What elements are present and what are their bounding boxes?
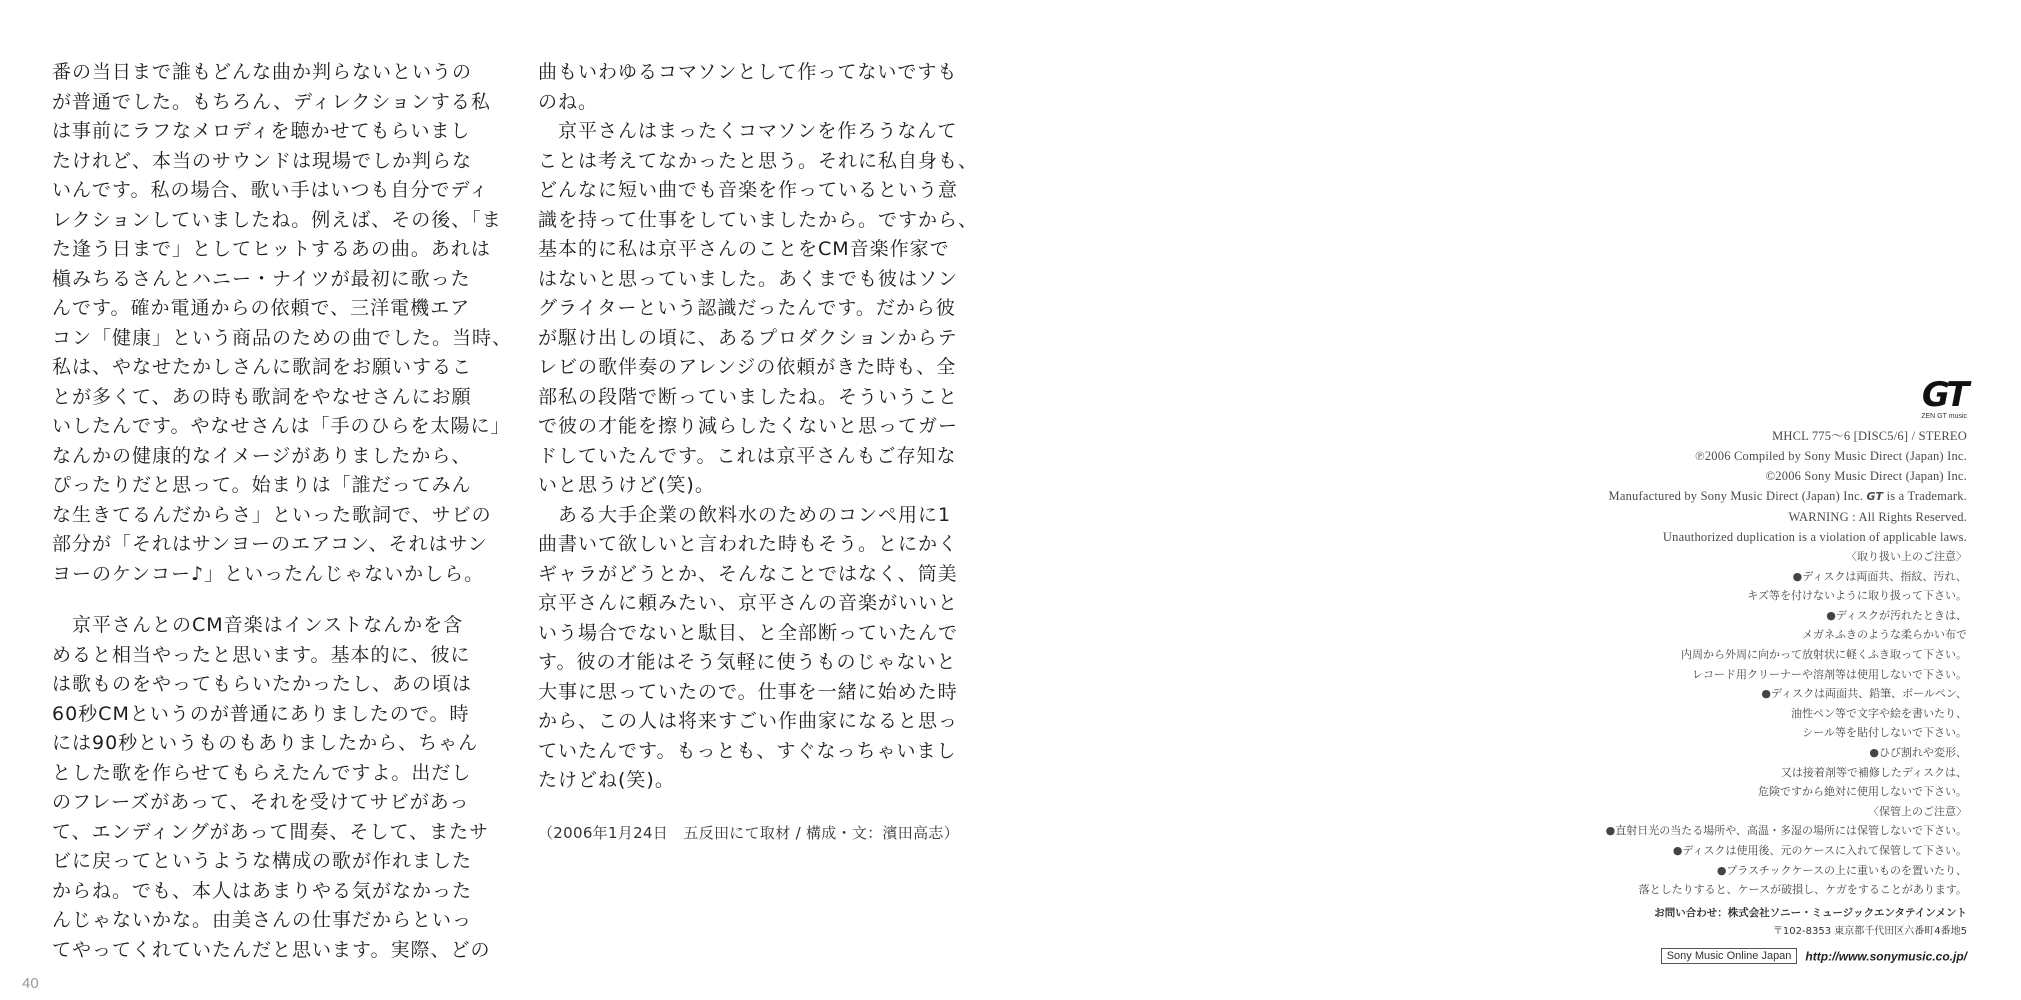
contact-line: お問い合わせ：株式会社ソニー・ミュージックエンタテインメント xyxy=(1654,906,1967,919)
text-line: たけどね(笑)。 xyxy=(538,769,675,791)
text-line: めると相当やったと思います。基本的に、彼に xyxy=(52,643,471,666)
text-line: レクションしていましたね。例えば、その後、「ま xyxy=(52,208,502,231)
handling-note: 又は接着剤等で補修したディスクは、 xyxy=(1780,765,1967,779)
warning-line: WARNING : All Rights Reserved. xyxy=(1788,510,1967,524)
text-line: コン「健康」という商品のための曲でした。当時、 xyxy=(52,326,513,349)
page-number: 40 xyxy=(22,975,39,992)
handling-heading: 〈取り扱い上のご注意〉 xyxy=(1846,550,1967,563)
text-line: ある大手企業の飲料水のためのコンペ用に1 xyxy=(538,503,952,526)
text-line: ビに戻ってというような構成の歌が作れました xyxy=(52,850,473,872)
text-line: 部私の段階で断っていましたね。そういうこと xyxy=(538,385,959,408)
text-line: からね。でも、本人はあまりやる気がなかった xyxy=(52,879,473,902)
handling-note: キズ等を付けないように取り扱って下さい。 xyxy=(1747,589,1967,603)
text-line: ヨーのケンコー♪」といったんじゃないかしら。 xyxy=(52,562,485,585)
text-line: とが多くて、あの時も歌詞をやなせさんにお願 xyxy=(52,385,472,408)
text-line: グライターという認識だったんです。だから彼 xyxy=(538,297,956,319)
text-line: は歌ものをやってもらいたかったし、あの頃は xyxy=(52,673,473,695)
handling-note: ●ディスクは両面共、鉛筆、ボールペン、 xyxy=(1761,687,1967,701)
manufacturer-text: Manufactured by Sony Music Direct (Japan) Inc. xyxy=(1608,489,1864,503)
text-line: いんです。私の場合、歌い手はいつも自分でディ xyxy=(52,179,489,201)
text-line: 部分が「それはサンヨーのエアコン、それはサン xyxy=(52,533,488,555)
text-line: 京平さんはまったくコマソンを作ろうなんて xyxy=(538,120,958,142)
text-line: から、この人は将来すごい作曲家になると思っ xyxy=(538,710,959,732)
interview-left-column xyxy=(52,58,512,965)
gt-music-logo xyxy=(1921,375,1967,420)
compiled-copyright: ℗2006 Compiled by Sony Music Direct (Japan) Inc. xyxy=(1695,449,1967,463)
gt-inline-logo: GT xyxy=(1866,490,1884,503)
text-line: 京平さんに頼みたい、京平さんの音楽がいいと xyxy=(538,592,959,614)
storage-note: ●直射日光の当たる場所や、高温・多湿の場所には保管しないで下さい。 xyxy=(1605,824,1967,838)
text-line: 識を持って仕事をしていましたから。ですから、 xyxy=(538,208,979,231)
storage-note: 落としたりすると、ケースが破損し、ケガをすることがあります。 xyxy=(1638,883,1967,897)
handling-note: レコード用クリーナーや溶剤等は使用しないで下さい。 xyxy=(1692,667,1967,681)
text-line: 60秒CMというのが普通にありましたので。時 xyxy=(52,702,470,725)
text-line: いと思うけど(笑)。 xyxy=(538,474,715,496)
handling-note: 油性ペン等で文字や絵を書いたり、 xyxy=(1791,706,1967,720)
website-url: http://www.sonymusic.co.jp/ xyxy=(1805,949,1967,964)
handling-note: 危険ですから絶対に使用しないで下さい。 xyxy=(1758,785,1967,799)
storage-heading: 〈保管上のご注意〉 xyxy=(1868,804,1967,818)
sony-music-online-box: Sony Music Online Japan xyxy=(1661,948,1798,964)
text-line: のね。 xyxy=(538,90,599,113)
catalog-number: MHCL 775～6 [DISC5/6] / STEREO xyxy=(1772,429,1967,443)
web-row xyxy=(1606,947,1967,965)
text-line: が普通でした。もちろん、ディレクションする私 xyxy=(52,90,491,113)
legal-notice-block xyxy=(1605,375,1967,965)
contact-address: 〒102-8353 東京都千代田区六番町4番地5 xyxy=(1772,925,1967,937)
text-line: 番の当日まで誰もどんな曲か判らないというの xyxy=(52,61,473,83)
text-line: なんかの健康的なイメージがありましたから、 xyxy=(52,444,472,467)
text-line: んじゃないかな。由美さんの仕事だからといっ xyxy=(52,909,473,931)
text-line: いしたんです。やなせさんは「手のひらを太陽に」 xyxy=(52,415,511,437)
text-line: は事前にラフなメロディを聴かせてもらいまし xyxy=(52,120,471,142)
text-line: いう場合でないと駄目、と全部断っていたんで xyxy=(538,621,959,644)
text-line: ていたんです。もっとも、すぐなっちゃいまし xyxy=(538,739,957,762)
text-line: どんなに短い曲でも音楽を作っているという意 xyxy=(538,179,959,201)
interview-right-column xyxy=(538,58,978,796)
text-line: たけれど、本当のサウンドは現場でしか判らな xyxy=(52,149,473,172)
copyright-line: ©2006 Sony Music Direct (Japan) Inc. xyxy=(1765,469,1967,483)
text-line: のフレーズがあって、それを受けてサビがあっ xyxy=(52,791,470,813)
interview-credit: （2006年1月24日 五反田にて取材 / 構成・文：濱田高志） xyxy=(538,824,959,842)
text-line: 曲書いて欲しいと言われた時もそう。とにかく xyxy=(538,533,959,555)
text-line: てやってくれていたんだと思います。実際、どの xyxy=(52,938,491,961)
text-line: 私は、やなせたかしさんに歌詞をお願いするこ xyxy=(52,356,473,378)
text-line: ぴったりだと思って。始まりは「誰だってみん xyxy=(52,474,472,496)
text-line: とした歌を作らせてもらえたんですよ。出だし xyxy=(52,761,472,784)
storage-note: ●プラスチックケースの上に重いものを置いたり、 xyxy=(1716,863,1967,877)
gt-logo-subtext: ZEN GT music xyxy=(1921,413,1967,420)
storage-note: ●ディスクは使用後、元のケースに入れて保管して下さい。 xyxy=(1672,843,1967,857)
handling-note: 内周から外周に向かって放射状に軽くふき取って下さい。 xyxy=(1681,647,1967,661)
text-line: 京平さんとのCM音楽はインストなんかを含 xyxy=(52,614,464,636)
text-line: が駆け出しの頃に、あるプロダクションからテ xyxy=(538,326,958,349)
text-line: ことは考えてなかったと思う。それに私自身も、 xyxy=(538,149,979,172)
text-line: んです。確か電通からの依頼で、三洋電機エア xyxy=(52,297,471,319)
text-line: ドしていたんです。これは京平さんもご存知な xyxy=(538,444,957,467)
text-line: て、エンディングがあって間奏、そして、またサ xyxy=(52,820,490,843)
text-line: な生きてるんだからさ」といった歌詞で、サビの xyxy=(52,503,492,526)
handling-note: シール等を貼付しないで下さい。 xyxy=(1802,726,1967,740)
text-line: す。彼の才能はそう気軽に使うものじゃないと xyxy=(538,651,957,673)
handling-note: ●ディスクは両面共、指紋、汚れ、 xyxy=(1792,569,1967,583)
text-line: で彼の才能を擦り減らしたくないと思ってガー xyxy=(538,415,959,437)
text-line: 曲もいわゆるコマソンとして作ってないですも xyxy=(538,61,958,83)
trademark-text: is a Trademark. xyxy=(1886,489,1967,503)
handling-note: ●ひび割れや変形、 xyxy=(1869,745,1967,759)
gt-logo-mark: GT xyxy=(1921,375,1967,415)
paragraph-gap xyxy=(52,589,512,611)
text-line: 槇みちるさんとハニー・ナイツが最初に歌った xyxy=(52,267,471,290)
text-line: 基本的に私は京平さんのことをCM音楽作家で xyxy=(538,238,950,260)
handling-note: メガネふきのような柔らかい布で xyxy=(1802,628,1967,642)
text-line: 大事に思っていたので。仕事を一緒に始めた時 xyxy=(538,680,958,703)
text-line: には90秒というものもありましたから、ちゃん xyxy=(52,732,479,754)
text-line: ギャラがどうとか、そんなことではなく、筒美 xyxy=(538,562,958,585)
handling-note: ●ディスクが汚れたときは、 xyxy=(1826,608,1967,622)
text-line: はないと思っていました。あくまでも彼はソン xyxy=(538,267,959,290)
duplication-warning: Unauthorized duplication is a violation of applicable laws. xyxy=(1662,530,1967,544)
text-line: レビの歌伴奏のアレンジの依頼がきた時も、全 xyxy=(538,356,957,378)
text-line: た逢う日まで」としてヒットするあの曲。あれは xyxy=(52,238,491,260)
manufactured-line xyxy=(1606,486,1967,507)
